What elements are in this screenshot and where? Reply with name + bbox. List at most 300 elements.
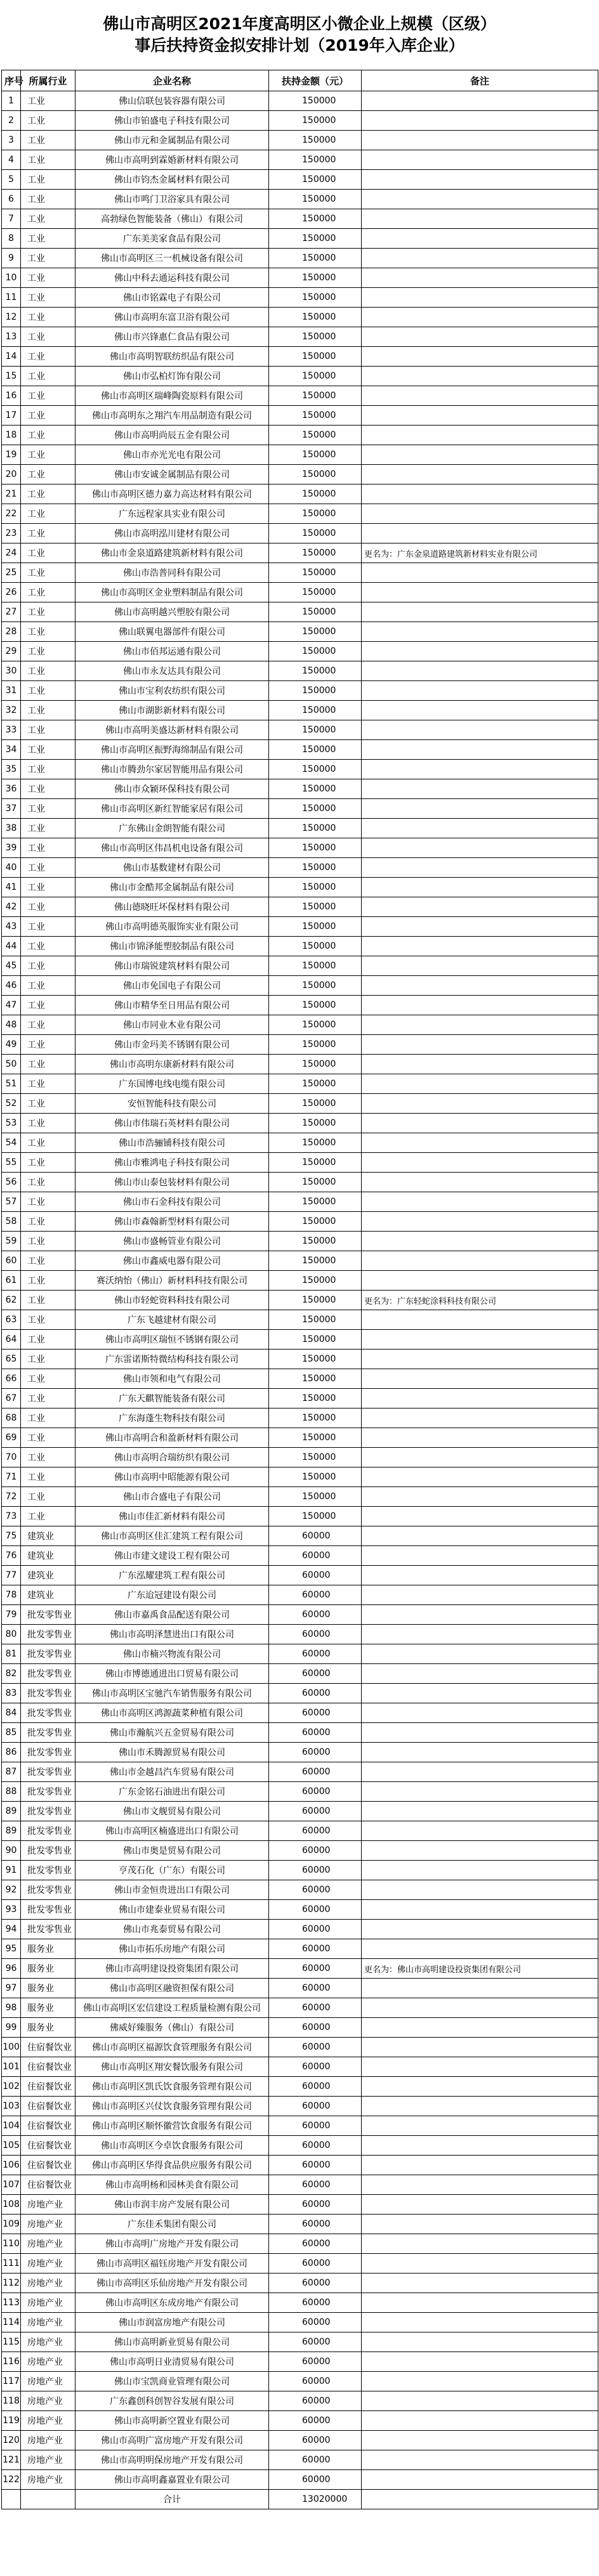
row-note [362, 1900, 598, 1920]
table-row [2, 1566, 598, 1585]
row-note [362, 131, 598, 150]
row-no: 108 [2, 2195, 21, 2215]
row-note [362, 1153, 598, 1173]
table-row [2, 1684, 598, 1703]
table-row [2, 131, 598, 150]
row-company: 广东天麒智能装备有限公司 [76, 1389, 269, 1408]
row-amount: 60000 [269, 2097, 362, 2116]
row-no: 115 [2, 2332, 21, 2352]
row-industry: 工业 [21, 465, 76, 485]
row-no: 40 [2, 858, 21, 878]
row-amount: 150000 [269, 858, 362, 878]
row-no: 71 [2, 1467, 21, 1487]
row-note [362, 681, 598, 701]
table-row [2, 465, 598, 485]
row-company: 佛山市高明建设投资集团有限公司 [76, 1959, 269, 1979]
row-industry: 住宿餐饮业 [21, 2057, 76, 2077]
row-no: 3 [2, 131, 21, 150]
row-amount: 150000 [269, 1153, 362, 1173]
row-amount: 150000 [269, 1350, 362, 1369]
table-row [2, 1074, 598, 1094]
row-company: 广东飞越建材有限公司 [76, 1310, 269, 1330]
table-row [2, 622, 598, 642]
row-amount: 150000 [269, 1232, 362, 1251]
row-company: 广东迨冠建设有限公司 [76, 1585, 269, 1605]
row-industry: 批发零售业 [21, 1841, 76, 1861]
row-note [362, 2116, 598, 2136]
table-row [2, 799, 598, 819]
table-row [2, 1920, 598, 1939]
header-no: 序号 [2, 70, 21, 91]
row-industry: 工业 [21, 878, 76, 897]
row-amount: 60000 [269, 1998, 362, 2018]
row-industry: 工业 [21, 1330, 76, 1350]
row-no: 104 [2, 2116, 21, 2136]
row-company: 佛山市高明区兴仗饮食服务管理有限公司 [76, 2097, 269, 2116]
row-industry: 房地产业 [21, 2391, 76, 2411]
row-no: 116 [2, 2352, 21, 2372]
row-industry: 住宿餐饮业 [21, 2116, 76, 2136]
table-row [2, 1979, 598, 1998]
row-amount: 150000 [269, 1330, 362, 1350]
row-no: 1 [2, 91, 21, 111]
row-industry: 工业 [21, 996, 76, 1015]
row-note [362, 1723, 598, 1743]
table-row [2, 760, 598, 779]
row-company: 佛山市高明区瑞恒不锈钢有限公司 [76, 1330, 269, 1350]
row-amount: 150000 [269, 347, 362, 367]
row-company: 佛山市鑫威电器有限公司 [76, 1251, 269, 1271]
table-row [2, 2372, 598, 2391]
row-amount: 60000 [269, 1861, 362, 1880]
row-amount: 150000 [269, 681, 362, 701]
row-amount: 150000 [269, 1310, 362, 1330]
row-industry: 工业 [21, 386, 76, 406]
row-company: 佛山市高明广房地产开发有限公司 [76, 2234, 269, 2254]
row-company: 佛山市高明中昭能源有限公司 [76, 1467, 269, 1487]
row-no: 64 [2, 1330, 21, 1350]
table-row [2, 1959, 598, 1979]
row-company: 佛山市高明区三一机械设备有限公司 [76, 249, 269, 268]
row-industry: 工业 [21, 681, 76, 701]
row-amount: 60000 [269, 1526, 362, 1546]
row-industry: 房地产业 [21, 2313, 76, 2332]
row-note [362, 1035, 598, 1055]
row-note [362, 327, 598, 347]
row-no: 7 [2, 209, 21, 229]
table-row [2, 2136, 598, 2156]
row-note [362, 1566, 598, 1585]
row-amount: 150000 [269, 170, 362, 190]
row-note [362, 1094, 598, 1114]
table-row [2, 937, 598, 956]
row-note [362, 956, 598, 976]
row-amount: 150000 [269, 622, 362, 642]
row-company: 佛山市高明区伟昌机电设备有限公司 [76, 838, 269, 858]
row-no: 51 [2, 1074, 21, 1094]
row-no: 100 [2, 2038, 21, 2057]
row-amount: 60000 [269, 1802, 362, 1821]
row-company: 佛山市高明区乐仙房地产开发有限公司 [76, 2274, 269, 2293]
row-company: 佛山市精华至日用品有限公司 [76, 996, 269, 1015]
table-row [2, 1192, 598, 1212]
row-industry: 服务业 [21, 1998, 76, 2018]
row-industry: 建筑业 [21, 1546, 76, 1566]
row-note [362, 1861, 598, 1880]
row-amount: 150000 [269, 1212, 362, 1232]
row-company: 佛山市浩骊铺科技有限公司 [76, 1133, 269, 1153]
row-amount: 150000 [269, 190, 362, 209]
row-amount: 60000 [269, 1664, 362, 1684]
row-note [362, 2411, 598, 2431]
row-no: 96 [2, 1959, 21, 1979]
row-company: 广东佛山金朗智能有限公司 [76, 819, 269, 838]
row-no: 81 [2, 1644, 21, 1664]
row-note [362, 1920, 598, 1939]
row-amount: 60000 [269, 1625, 362, 1644]
row-amount: 60000 [269, 1900, 362, 1920]
row-industry: 工业 [21, 426, 76, 445]
row-note [362, 2018, 598, 2038]
row-company: 佛山市宝利农纺织有限公司 [76, 681, 269, 701]
row-no: 17 [2, 406, 21, 426]
row-company: 佛山市楠兴物流有限公司 [76, 1644, 269, 1664]
row-company: 佛山市高明泓川建材有限公司 [76, 524, 269, 543]
row-no: 72 [2, 1487, 21, 1507]
row-amount: 60000 [269, 1821, 362, 1841]
row-no: 22 [2, 504, 21, 524]
row-industry: 批发零售业 [21, 1644, 76, 1664]
row-industry: 房地产业 [21, 2352, 76, 2372]
row-amount: 60000 [269, 1880, 362, 1900]
row-no: 38 [2, 819, 21, 838]
row-amount: 150000 [269, 465, 362, 485]
table-row [2, 779, 598, 799]
row-no: 24 [2, 543, 21, 563]
row-no: 89 [2, 1821, 21, 1841]
row-no: 29 [2, 642, 21, 661]
row-no: 12 [2, 308, 21, 327]
row-company: 佛山市高明区福钰房地产开发有限公司 [76, 2254, 269, 2274]
table-row [2, 2018, 598, 2038]
row-note [362, 1703, 598, 1723]
row-industry: 工业 [21, 622, 76, 642]
row-amount: 60000 [269, 1703, 362, 1723]
row-no: 89 [2, 1802, 21, 1821]
row-industry: 房地产业 [21, 2195, 76, 2215]
row-industry: 工业 [21, 1094, 76, 1114]
row-note [362, 150, 598, 170]
row-company: 佛山市高明杨和园林美食有限公司 [76, 2175, 269, 2195]
row-amount: 150000 [269, 288, 362, 308]
row-amount: 60000 [269, 1841, 362, 1861]
row-industry: 工业 [21, 111, 76, 131]
row-no: 117 [2, 2372, 21, 2391]
row-company: 佛山市高明智联纺织品有限公司 [76, 347, 269, 367]
row-company: 佛山市盛畅管业有限公司 [76, 1232, 269, 1251]
row-company: 广东佳禾集团有限公司 [76, 2215, 269, 2234]
row-industry: 建筑业 [21, 1566, 76, 1585]
row-company: 佛山市石金科技有限公司 [76, 1192, 269, 1212]
row-no: 70 [2, 1448, 21, 1467]
row-no: 98 [2, 1998, 21, 2018]
row-amount: 150000 [269, 976, 362, 996]
row-company: 广东泓耀建筑工程有限公司 [76, 1566, 269, 1585]
row-no: 27 [2, 602, 21, 622]
row-note [362, 1605, 598, 1625]
row-industry: 工业 [21, 642, 76, 661]
row-note [362, 2097, 598, 2116]
row-company: 佛山市金玛美不锈钢有限公司 [76, 1035, 269, 1055]
row-no: 121 [2, 2450, 21, 2470]
table-row [2, 1703, 598, 1723]
row-amount: 60000 [269, 2254, 362, 2274]
row-no: 55 [2, 1153, 21, 1173]
row-company: 佛山市高明区东成房地产有限公司 [76, 2293, 269, 2313]
table-row [2, 1762, 598, 1782]
row-amount: 150000 [269, 1271, 362, 1291]
table-row [2, 1350, 598, 1369]
row-note [362, 504, 598, 524]
row-company: 佛山市森翰新型材料有限公司 [76, 1212, 269, 1232]
row-note [362, 249, 598, 268]
header-note: 备注 [362, 70, 598, 91]
table-row [2, 1369, 598, 1389]
row-company: 佛山联翼电器部件有限公司 [76, 622, 269, 642]
row-company: 佛山市高明区宝驰汽车销售服务有限公司 [76, 1684, 269, 1703]
row-note [362, 1055, 598, 1074]
row-industry: 批发零售业 [21, 1920, 76, 1939]
row-amount: 60000 [269, 2077, 362, 2097]
row-amount: 60000 [269, 2175, 362, 2195]
row-company: 佛山市永友达具有限公司 [76, 661, 269, 681]
row-note [362, 2313, 598, 2332]
row-amount: 150000 [269, 524, 362, 543]
row-industry: 工业 [21, 1055, 76, 1074]
row-amount: 150000 [269, 1251, 362, 1271]
table-body [2, 91, 598, 2490]
row-company: 佛山市建泰业贸易有限公司 [76, 1900, 269, 1920]
row-no: 49 [2, 1035, 21, 1055]
row-note [362, 2234, 598, 2254]
row-no: 26 [2, 583, 21, 602]
row-note: 更名为：广东轻蛇涂料科技有限公司 [362, 1291, 598, 1310]
table-row [2, 1526, 598, 1546]
title-line-2: 事后扶持资金拟安排计划（2019年入库企业） [135, 36, 464, 55]
row-note [362, 2175, 598, 2195]
table-row [2, 1015, 598, 1035]
row-no: 57 [2, 1192, 21, 1212]
row-amount: 150000 [269, 799, 362, 819]
row-company: 佛山市钧杰金属材料有限公司 [76, 170, 269, 190]
row-amount: 60000 [269, 2431, 362, 2450]
row-note [362, 2077, 598, 2097]
row-no: 58 [2, 1212, 21, 1232]
row-industry: 工业 [21, 504, 76, 524]
row-amount: 60000 [269, 1605, 362, 1625]
row-industry: 批发零售业 [21, 1880, 76, 1900]
row-no: 97 [2, 1979, 21, 1998]
row-amount: 150000 [269, 327, 362, 347]
row-company: 广东雷诺斯特微结构科技有限公司 [76, 1350, 269, 1369]
row-amount: 150000 [269, 1507, 362, 1526]
row-note [362, 642, 598, 661]
row-no: 54 [2, 1133, 21, 1153]
row-amount: 150000 [269, 229, 362, 249]
table-row [2, 1644, 598, 1664]
table-row [2, 1861, 598, 1880]
table-row [2, 1487, 598, 1507]
total-note-cell [362, 2490, 598, 2509]
table-row [2, 1802, 598, 1821]
row-note [362, 2136, 598, 2156]
row-amount: 60000 [269, 2215, 362, 2234]
row-amount: 150000 [269, 504, 362, 524]
row-amount: 150000 [269, 1114, 362, 1133]
row-amount: 60000 [269, 2391, 362, 2411]
table-row [2, 2431, 598, 2450]
row-amount: 150000 [269, 878, 362, 897]
row-note [362, 190, 598, 209]
title-line-1: 佛山市高明区2021年度高明区小微企业上规模（区级） [103, 15, 496, 33]
table-row [2, 996, 598, 1015]
row-company: 佛山市高明区瑞峰陶瓷原料有限公司 [76, 386, 269, 406]
row-amount: 150000 [269, 838, 362, 858]
row-company: 佛山市金酷邦金属制品有限公司 [76, 878, 269, 897]
row-note [362, 1880, 598, 1900]
row-no: 66 [2, 1369, 21, 1389]
table-row [2, 2077, 598, 2097]
row-industry: 工业 [21, 1173, 76, 1192]
table-row [2, 1507, 598, 1526]
row-company: 佛山市高明日业清贸易有限公司 [76, 2352, 269, 2372]
table-row [2, 1389, 598, 1408]
row-industry: 房地产业 [21, 2431, 76, 2450]
row-no: 91 [2, 1861, 21, 1880]
row-industry: 工业 [21, 602, 76, 622]
table-row [2, 1055, 598, 1074]
row-industry: 工业 [21, 760, 76, 779]
row-company: 佛山市铂盛电子科技有限公司 [76, 111, 269, 131]
row-company: 佛山市瀚航兴五金贸易有限公司 [76, 1723, 269, 1743]
row-industry: 房地产业 [21, 2470, 76, 2490]
table-row [2, 426, 598, 445]
row-no: 35 [2, 760, 21, 779]
row-industry: 房地产业 [21, 2215, 76, 2234]
table-row [2, 209, 598, 229]
table-row [2, 2352, 598, 2372]
row-industry: 服务业 [21, 1939, 76, 1959]
row-industry: 批发零售业 [21, 1782, 76, 1802]
row-no: 46 [2, 976, 21, 996]
table-row [2, 2038, 598, 2057]
table-row [2, 1585, 598, 1605]
row-note [362, 838, 598, 858]
row-amount: 60000 [269, 2234, 362, 2254]
table-row [2, 1664, 598, 1684]
row-company: 佛山德晓旺坏保材料有限公司 [76, 897, 269, 917]
row-company: 佛山市锦泽能塑胶制品有限公司 [76, 937, 269, 956]
row-company: 佛山市高明区顺怀徽营饮食服务有限公司 [76, 2116, 269, 2136]
row-amount: 60000 [269, 2411, 362, 2431]
row-industry: 工业 [21, 1015, 76, 1035]
row-industry: 工业 [21, 1291, 76, 1310]
row-amount: 150000 [269, 445, 362, 465]
row-no: 43 [2, 917, 21, 937]
row-industry: 建筑业 [21, 1526, 76, 1546]
row-company: 佛山市高明区振野海绵制品有限公司 [76, 740, 269, 760]
row-no: 14 [2, 347, 21, 367]
row-industry: 房地产业 [21, 2450, 76, 2470]
row-company: 佛山中科去通运科技有限公司 [76, 268, 269, 288]
table-row [2, 249, 598, 268]
row-company: 佛山市高明新业贸易有限公司 [76, 2332, 269, 2352]
row-amount: 60000 [269, 1920, 362, 1939]
row-amount: 150000 [269, 1015, 362, 1035]
row-industry: 批发零售业 [21, 1821, 76, 1841]
row-company: 佛山市高明鑫嘉置业有限公司 [76, 2470, 269, 2490]
row-industry: 工业 [21, 701, 76, 720]
row-amount: 60000 [269, 2018, 362, 2038]
row-note [362, 602, 598, 622]
row-amount: 150000 [269, 209, 362, 229]
row-company: 佛山市领和电气有限公司 [76, 1369, 269, 1389]
row-no: 4 [2, 150, 21, 170]
row-note [362, 2450, 598, 2470]
row-company: 佛山市铭霖电子有限公司 [76, 288, 269, 308]
table-row [2, 1467, 598, 1487]
row-no: 19 [2, 445, 21, 465]
row-company: 佛山市高明区鸿源蔬菜种植有限公司 [76, 1703, 269, 1723]
row-no: 28 [2, 622, 21, 642]
row-amount: 60000 [269, 2352, 362, 2372]
row-amount: 150000 [269, 602, 362, 622]
row-note [362, 1841, 598, 1861]
row-no: 60 [2, 1251, 21, 1271]
row-no: 33 [2, 720, 21, 740]
table-row [2, 1625, 598, 1644]
row-no: 90 [2, 1841, 21, 1861]
row-amount: 60000 [269, 2136, 362, 2156]
table-row [2, 1133, 598, 1153]
row-no: 82 [2, 1664, 21, 1684]
row-note [362, 465, 598, 485]
row-amount: 150000 [269, 1487, 362, 1507]
total-row [2, 2490, 598, 2509]
row-amount: 60000 [269, 1959, 362, 1979]
row-no: 13 [2, 327, 21, 347]
row-note [362, 701, 598, 720]
row-industry: 工业 [21, 720, 76, 740]
row-company: 佛山市高明东富卫浴有限公司 [76, 308, 269, 327]
row-amount: 150000 [269, 1389, 362, 1408]
row-company: 广东美美家食品有限公司 [76, 229, 269, 249]
row-no: 99 [2, 2018, 21, 2038]
row-industry: 批发零售业 [21, 1762, 76, 1782]
row-company: 佛山市山泰包装材料有限公司 [76, 1173, 269, 1192]
row-industry: 工业 [21, 1192, 76, 1212]
row-no: 92 [2, 1880, 21, 1900]
row-company: 佛山市高明合瑞纺织有限公司 [76, 1448, 269, 1467]
row-amount: 60000 [269, 1762, 362, 1782]
row-note [362, 996, 598, 1015]
row-industry: 房地产业 [21, 2332, 76, 2352]
row-amount: 60000 [269, 1684, 362, 1703]
row-no: 105 [2, 2136, 21, 2156]
table-row [2, 1546, 598, 1566]
row-note [362, 622, 598, 642]
row-company: 广东海蓬生物科技有限公司 [76, 1408, 269, 1428]
